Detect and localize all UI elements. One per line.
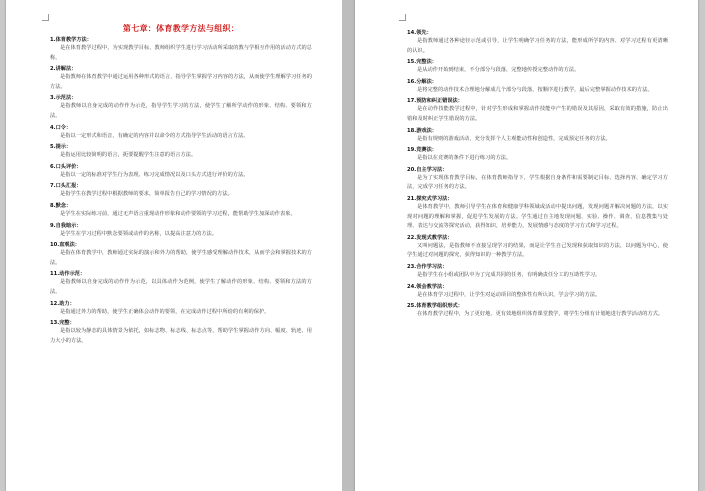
term-definition: 是将完整的动作技术合理地分解成几个部分与段落，按顺序进行教学，最后完整掌握动作技术的方法。 [417, 86, 653, 93]
term-definition: 是指以一定形式和语音，有确定的内容并以命令的方式指导学生活动的语言方法。 [60, 132, 249, 139]
term-definition: 是指有规则的游戏活动，充分发挥个人主观能动性和创造性，完成预定任务的方法。 [417, 135, 611, 142]
term-definition: 是指以在竞赛的条件下进行练习的方法。 [417, 155, 512, 162]
term-heading: 4.口令： [50, 124, 72, 131]
term-definition: 又叫问题法，是指教师不直接呈现学习的结果，而是让学生自己发现和获取知识的方法，以问题为中心，使学生通过对问题的探究，获得知识的一种教学方法。 [407, 242, 668, 259]
term-heading: 24.领会教学法： [407, 283, 448, 290]
term-heading: 17.预防和纠正错误法： [407, 98, 463, 105]
term-entry [50, 242, 312, 268]
term-entry [50, 66, 312, 92]
term-heading: 8.默念： [50, 202, 72, 209]
term-entry [407, 167, 668, 193]
term-heading: 21.探究式学习法： [407, 195, 453, 202]
term-definition: 是体育教学中，教师引导学生在体育和健康学科领域或活动中提出问题，发现问题并解决问题的方法，以实现对问题的理解和掌握，促进学生发展的方法。学生通过自主地发现问题、实验、操作、调查、信息搜集与处理、表达与交流等探究活动，获得知识，培养能力，发展情感与态度的学习方式和学习过程。 [407, 203, 668, 230]
term-heading: 9.自我暗示： [50, 222, 82, 229]
term-definition: 是在动作技能教学过程中，针对学生形成和掌握动作技能中产生的错误及其原因，采取有效的措施，防止出错和及时纠正学生错误的方法。 [407, 106, 668, 122]
term-definition: 是为了实现体育教学目标，在体育教师指导下，学生根据自身条件和需要制定目标、选择内容、确定学习方法，完成学习任务的方法。 [407, 174, 668, 191]
term-entry [50, 301, 312, 318]
term-entry [407, 128, 668, 145]
term-entry [50, 223, 312, 240]
term-heading: 11.动作示范： [50, 271, 86, 278]
term-entry [50, 271, 312, 297]
term-entry [407, 79, 668, 96]
term-heading: 5.提示： [50, 144, 72, 151]
term-heading: 25.体育教学组织形式： [407, 303, 463, 310]
term-definition: 是指通过外力的帮助，使学生正确体会动作的要领，在完成动作过程中所给的有利的保护。 [60, 308, 270, 315]
term-entry [50, 203, 312, 220]
term-heading: 10.直观法： [50, 242, 80, 249]
term-definition: 是指运用比较简明的语言，扼要提醒学生注意的语言方法。 [60, 152, 197, 159]
document-page-right [355, 0, 698, 491]
term-entry [407, 264, 668, 281]
page-content [407, 30, 668, 323]
term-entry [50, 320, 312, 346]
term-heading: 15.完整法： [407, 59, 437, 66]
term-definition: 是从动作开始到结束，不分部分与段落，完整地传授完整动作的方法。 [417, 67, 580, 74]
term-entry [407, 59, 668, 76]
term-list [50, 37, 312, 346]
term-definition: 是指学生在小组或团队中为了完成共同的任务，有明确责任分工的互助性学习。 [417, 271, 601, 278]
term-list [407, 30, 668, 320]
term-definition: 是指教师在体育教学中通过运用各种形式的语言，指导学生掌握学习内容的方法，从而使学生理解学习任务的方法。 [50, 74, 312, 90]
term-definition: 是在体育学习过程中，让学生对运动项目的整体性有所认识，学会学习的方法。 [417, 291, 601, 298]
term-heading: 7.口头汇报： [50, 183, 82, 190]
term-heading: 22.发现式教学法： [407, 234, 453, 241]
term-definition: 是指以较为静态的具体情景为依托，如标志物、标志线、标志点等，帮助学生掌握动作方向、幅度、轨迹、用力大小的方法。 [50, 328, 312, 344]
margin-corner-mark [42, 14, 49, 21]
term-heading: 6.口头评价： [50, 163, 82, 170]
term-heading: 12.助力： [50, 300, 75, 307]
term-entry [50, 125, 312, 142]
term-heading: 19.竞赛法： [407, 147, 437, 154]
term-heading: 3.示范法： [50, 95, 77, 102]
page-content [50, 24, 312, 349]
page-gap [342, 0, 355, 491]
term-heading: 1.体育教学方法： [50, 37, 92, 43]
term-entry [50, 37, 312, 63]
term-definition: 是学生在实际练习前，通过无声语言重现动作形象和动作要领的学习过程，能帮助学生加深动作表象。 [60, 210, 296, 217]
term-entry [407, 284, 668, 301]
term-definition: 是指在体育教学中，教师通过实际的演示和外力的帮助，使学生感受理解动作技术，从而学会和掌握技术的方法。 [50, 250, 312, 266]
term-definition: 是指以一定的标准对学生行为表现、练习完成情况以及口头方式进行评价的方法。 [60, 171, 249, 178]
term-heading: 14.领先： [407, 30, 432, 36]
term-definition: 是学生在学习过程中默念要领或动作的名称，以提高注意力的方法。 [60, 230, 218, 237]
term-entry [407, 30, 668, 56]
term-heading: 13.完整： [50, 320, 75, 327]
term-definition: 是指教师以自身完成的动作作为示范，指导学生学习的方法，使学生了解所学动作的形象、结构、要领和方法。 [50, 103, 312, 119]
term-definition: 是指教师通过各种途径示范或引导，让学生明确学习任务的方法，能形成所学的内容、对学习过程有更清晰的认识。 [407, 38, 668, 54]
term-entry [50, 95, 312, 121]
term-definition: 是指教师以自身完成的动作作为示范，以具体动作为范例，使学生了解动作的形象、结构、要领和方法的方法。 [50, 279, 312, 295]
term-entry [407, 147, 668, 164]
term-definition: 是指学生在教学过程中根据教师的要求，简单报告自己的学习情况的方法。 [60, 191, 233, 198]
term-entry [50, 183, 312, 200]
term-definition: 在体育教学过程中，为了更好地、更有效地组织体育课堂教学，将学生分组有计划地进行教学活动的方式。 [417, 311, 664, 318]
term-entry [50, 164, 312, 181]
term-entry [407, 235, 668, 261]
term-heading: 20.自主学习法： [407, 166, 448, 173]
margin-corner-mark [399, 14, 406, 21]
term-heading: 18.游戏法： [407, 127, 437, 134]
term-entry [407, 98, 668, 124]
term-heading: 2.讲解法： [50, 66, 77, 73]
document-page-left [6, 0, 342, 491]
term-definition: 是在体育教学过程中，为实现教学目标，教师组织学生进行学习活动所采取的教与学相互作用的活动方式的总称。 [50, 45, 312, 61]
term-entry [407, 196, 668, 232]
chapter-title: 第七章：体育教学方法与组织： [122, 24, 240, 33]
term-heading: 16.分解法： [407, 78, 437, 85]
term-entry [50, 144, 312, 161]
term-heading: 23.合作学习法： [407, 263, 448, 270]
term-entry [407, 303, 668, 320]
